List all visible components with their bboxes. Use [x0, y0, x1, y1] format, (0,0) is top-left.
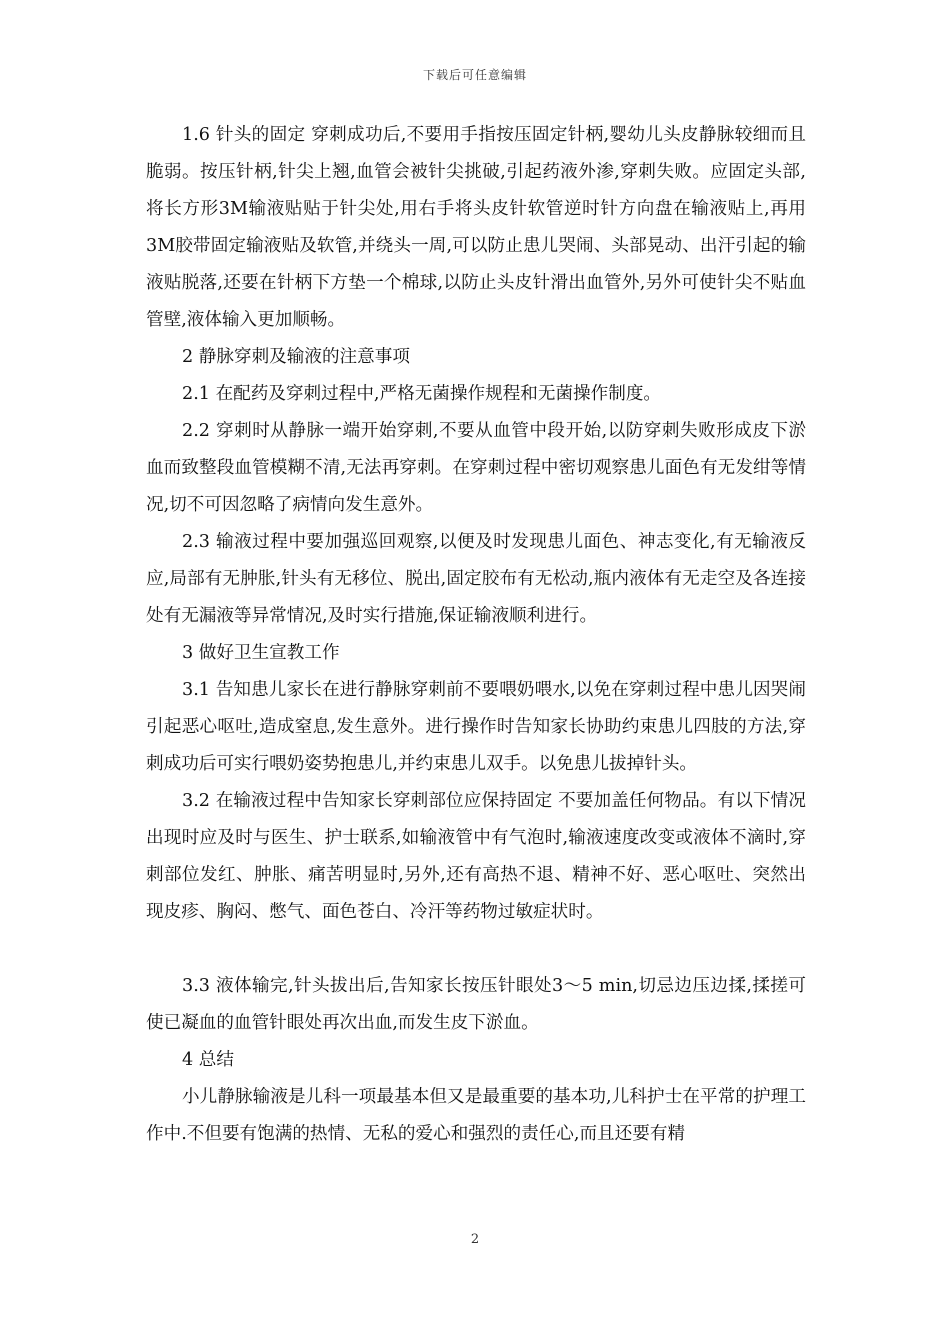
- page-number: 2: [470, 1232, 480, 1247]
- paragraph-2-3: 2.3 输液过程中要加强巡回观察,以便及时发现患儿面色、神志变化,有无输液反应,局部有无肿胀,针头有无移位、脱出,固定胶布有无松动,瓶内液体有无走空及各连接处有无漏液等异常情况,及时实行措施,保证输液顺利进行。: [146, 532, 806, 626]
- document-body: [146, 117, 806, 1153]
- heading-2: 2 静脉穿刺及输液的注意事项: [182, 347, 410, 367]
- paragraph-summary: 小儿静脉输液是儿科一项最基本但又是最重要的基本功,儿科护士在平常的护理工作中.不但要有饱满的热情、无私的爱心和强烈的责任心,而且还要有精: [146, 1087, 806, 1144]
- heading-4: 4 总结: [182, 1050, 234, 1070]
- heading-3: 3 做好卫生宣教工作: [182, 643, 340, 663]
- paragraph-2-1: 2.1 在配药及穿刺过程中,严格无菌操作规程和无菌操作制度。: [182, 384, 662, 404]
- page-header: 下载后可任意编辑: [422, 68, 527, 82]
- paragraph-3-2: 3.2 在输液过程中告知家长穿刺部位应保持固定 不要加盖任何物品。有以下情况出现时应及时与医生、护士联系,如输液管中有气泡时,输液速度改变或液体不滴时,穿刺部位发红、肿胀、痛苦明显时,另外,还有高热不退、精神不好、恶心呕吐、突然出现皮疹、胸闷、憋气、面色苍白、冷汗等药物过敏症状时。: [146, 791, 806, 922]
- paragraph-3-1: 3.1 告知患儿家长在进行静脉穿刺前不要喂奶喂水,以免在穿刺过程中患儿因哭闹引起恶心呕吐,造成窒息,发生意外。进行操作时告知家长协助约束患儿四肢的方法,穿刺成功后可实行喂奶姿势抱患儿,并约束患儿双手。以免患儿拔掉针头。: [146, 680, 806, 774]
- paragraph-1-6: 1.6 针头的固定 穿刺成功后,不要用手指按压固定针柄,婴幼儿头皮静脉较细而且脆弱。按压针柄,针尖上翘,血管会被针尖挑破,引起药液外渗,穿刺失败。应固定头部,将长方形3M输液贴贴于针尖处,用右手将头皮针软管逆时针方向盘在输液贴上,再用3M胶带固定输液贴及软管,并绕头一周,可以防止患儿哭闹、头部晃动、出汗引起的输液贴脱落,还要在针柄下方垫一个棉球,以防止头皮针滑出血管外,另外可使针尖不贴血管壁,液体输入更加顺畅。: [146, 125, 806, 330]
- paragraph-3-3: 3.3 液体输完,针头拔出后,告知家长按压针眼处3～5 min,切忌边压边揉,揉搓可使已凝血的血管针眼处再次出血,而发生皮下淤血。: [146, 976, 806, 1033]
- paragraph-2-2: 2.2 穿刺时从静脉一端开始穿刺,不要从血管中段开始,以防穿刺失败形成皮下淤血而致整段血管模糊不清,无法再穿刺。在穿刺过程中密切观察患儿面色有无发绀等情况,切不可因忽略了病情向发生意外。: [146, 421, 806, 515]
